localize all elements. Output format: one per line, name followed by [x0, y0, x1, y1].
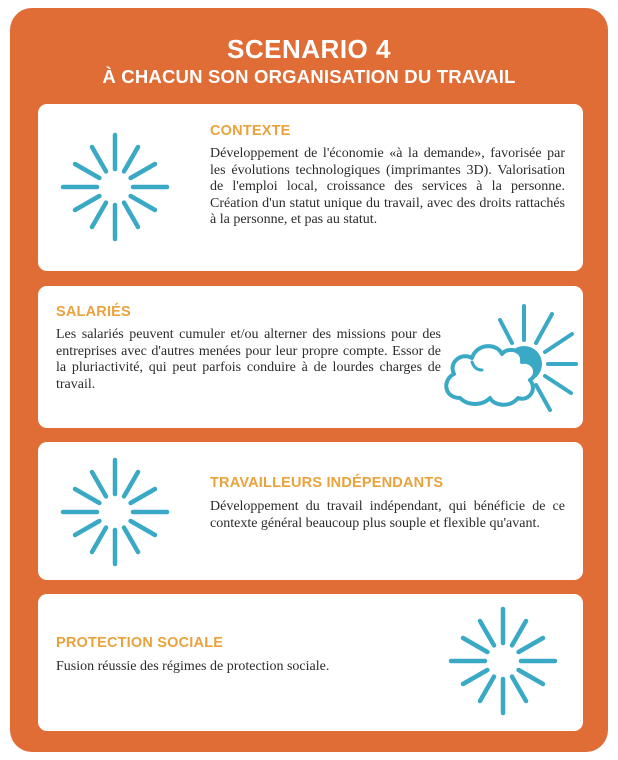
- card-travailleurs-independants: [38, 442, 583, 580]
- sun-icon: [446, 604, 560, 718]
- section-text: Les salariés peuvent cumuler et/ou alterner des missions pour des entreprises avec d'autres menées pour leur propre compte. Essor de la pluriactivité, qui peut parfois conduire à de lourdes charges de travail.: [56, 327, 441, 392]
- sun-icon: [58, 130, 172, 244]
- card-salaries: [38, 286, 583, 428]
- card-protection-sociale: [38, 594, 583, 731]
- page-subtitle: À CHACUN SON ORGANISATION DU TRAVAIL: [102, 66, 516, 87]
- section-heading: CONTEXTE: [210, 123, 291, 139]
- section-text: Fusion réussie des régimes de protection sociale.: [56, 659, 330, 674]
- card-contexte: [38, 104, 583, 271]
- section-text: Développement de l'économie «à la demande», favorisée par les évolutions technologiques (imprimantes 3D). Valorisation de l'emploi local, croissance des services à la personne. Création d'un statut unique du travail, avec des droits rattachés à la personne, et pas au statut.: [210, 146, 565, 228]
- sun-behind-cloud-icon: [438, 300, 578, 418]
- scenario-panel: [10, 8, 608, 752]
- page-title: SCENARIO 4: [227, 34, 391, 64]
- sun-icon: [58, 455, 172, 569]
- section-text: Développement du travail indépendant, qui bénéficie de ce contexte général beaucoup plus souple et flexible qu'avant.: [210, 499, 565, 531]
- section-heading: TRAVAILLEURS INDÉPENDANTS: [210, 475, 444, 491]
- section-heading: SALARIÉS: [56, 304, 131, 320]
- section-heading: PROTECTION SOCIALE: [56, 635, 224, 651]
